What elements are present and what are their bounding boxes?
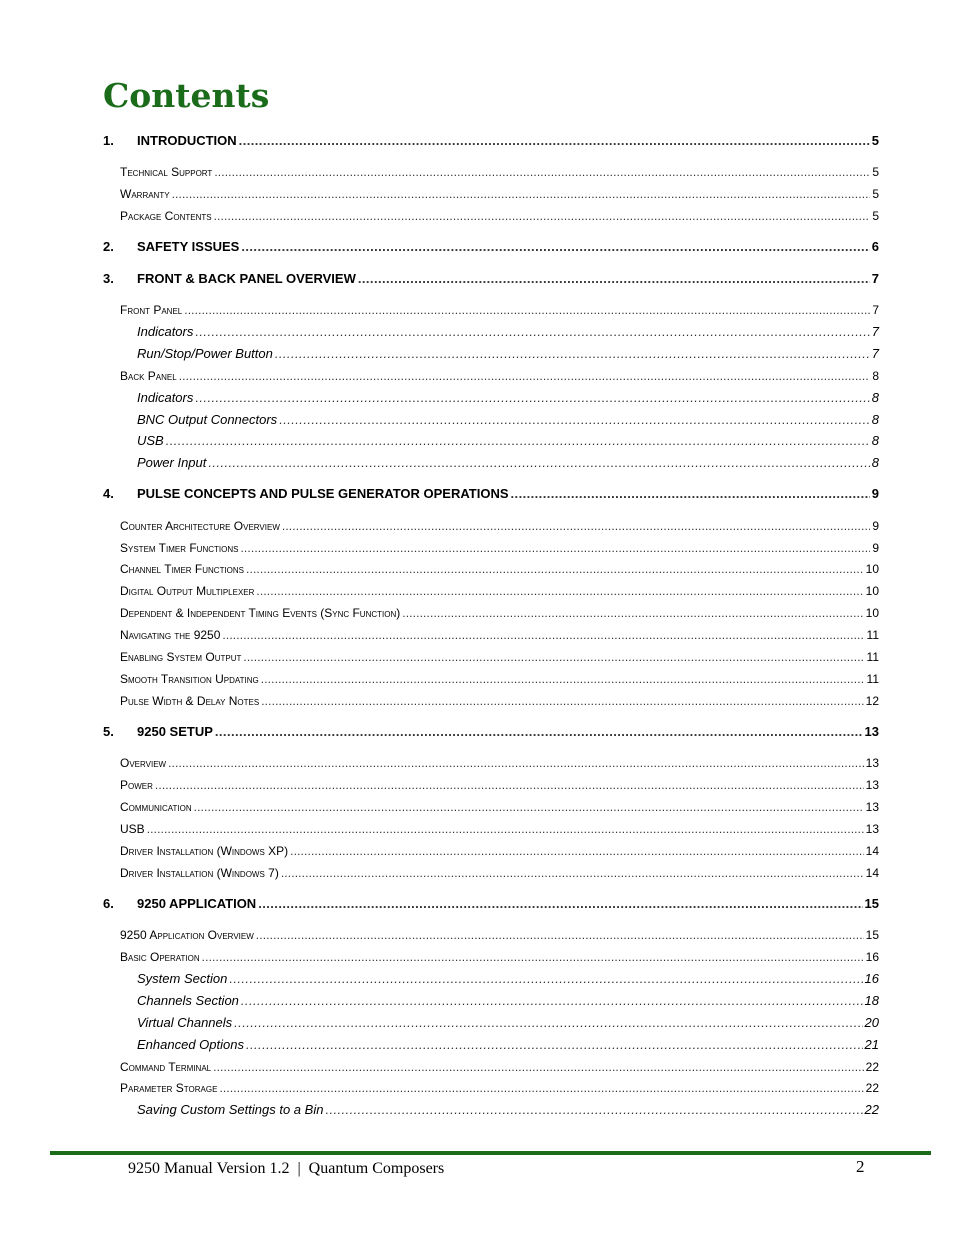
toc-entry[interactable] — [103, 345, 879, 363]
footer-rule — [50, 1151, 931, 1155]
toc-entry[interactable] — [103, 798, 879, 816]
toc-entry-page: 8 — [871, 412, 879, 427]
toc-entry-page: 22 — [865, 1060, 879, 1074]
toc-entry[interactable] — [103, 485, 879, 503]
toc-dot-leader — [256, 582, 863, 600]
toc-dot-leader — [194, 798, 864, 816]
toc-entry-label: Back Panel — [120, 369, 177, 383]
toc-entry-label: Smooth Transition Updating — [120, 672, 259, 686]
toc-entry-label: Basic Operation — [120, 950, 200, 964]
toc-entry-number: 3. — [103, 271, 114, 286]
toc-entry-label: Run/Stop/Power Button — [137, 346, 273, 361]
toc-dot-leader — [168, 754, 864, 772]
toc-entry-page: 13 — [865, 778, 879, 792]
toc-entry-page: 16 — [864, 971, 879, 986]
toc-entry-page: 15 — [865, 928, 879, 942]
toc-entry[interactable] — [103, 723, 879, 741]
toc-entry-label: 9250 SETUP — [137, 724, 213, 739]
toc-entry[interactable] — [103, 454, 879, 472]
toc-entry-label: USB — [120, 822, 145, 836]
toc-entry-label: Saving Custom Settings to a Bin — [137, 1102, 324, 1117]
toc-entry-label: Enabling System Output — [120, 650, 242, 664]
toc-dot-leader — [402, 604, 863, 622]
toc-entry-number: 4. — [103, 486, 114, 501]
toc-entry-label: Overview — [120, 756, 167, 770]
toc-entry[interactable] — [103, 1058, 879, 1076]
page-number: 2 — [856, 1157, 865, 1176]
toc-entry[interactable] — [103, 648, 879, 666]
toc-entry[interactable] — [103, 185, 879, 203]
toc-entry[interactable] — [103, 1014, 879, 1032]
toc-entry-page: 7 — [871, 346, 879, 361]
toc-entry-page: 18 — [864, 993, 879, 1008]
toc-entry-label: Command Terminal — [120, 1060, 212, 1074]
toc-entry-page: 9 — [872, 541, 879, 555]
toc-entry-number: 5. — [103, 724, 114, 739]
toc-dot-leader — [261, 670, 865, 688]
toc-entry[interactable] — [103, 582, 879, 600]
toc-entry-label: USB — [137, 433, 164, 448]
toc-entry-page: 16 — [865, 950, 879, 964]
toc-entry-page: 15 — [864, 896, 879, 911]
footer-text: 9250 Manual Version 1.2 | Quantum Composers — [128, 1160, 445, 1177]
toc-entry-label: Communication — [120, 800, 192, 814]
toc-entry-page: 12 — [865, 694, 879, 708]
toc-entry-label: Driver Installation (Windows XP) — [120, 844, 289, 858]
toc-entry-page: 22 — [864, 1102, 879, 1117]
toc-entry-page: 11 — [866, 672, 879, 686]
toc-entry-label: Navigating the 9250 — [120, 628, 221, 642]
toc-entry[interactable] — [103, 132, 879, 150]
toc-entry[interactable] — [103, 367, 879, 385]
toc-entry-label: Technical Support — [120, 165, 213, 179]
toc-entry-page: 8 — [871, 433, 879, 448]
toc-entry-page: 11 — [866, 628, 879, 642]
toc-dot-leader — [258, 895, 862, 913]
toc-entry[interactable] — [103, 820, 879, 838]
toc-dot-leader — [281, 864, 864, 882]
toc-entry-label: 9250 Application Overview — [120, 928, 254, 942]
toc-entry[interactable] — [103, 864, 879, 882]
toc-entry-page: 20 — [864, 1015, 879, 1030]
toc-dot-leader — [184, 301, 870, 319]
toc-entry[interactable] — [103, 926, 879, 944]
toc-entry-page: 10 — [865, 606, 879, 620]
toc-dot-leader — [241, 238, 869, 256]
toc-entry[interactable] — [103, 970, 879, 988]
toc-entry[interactable] — [103, 842, 879, 860]
toc-entry-page: 8 — [872, 369, 879, 383]
toc-entry-label: Counter Architecture Overview — [120, 519, 280, 533]
toc-entry[interactable] — [103, 626, 879, 644]
toc-dot-leader — [172, 185, 871, 203]
toc-entry-page: 5 — [872, 165, 879, 179]
toc-entry-page: 13 — [865, 756, 879, 770]
toc-dot-leader — [229, 970, 862, 988]
toc-dot-leader — [214, 207, 871, 225]
toc-dot-leader — [179, 367, 871, 385]
toc-dot-leader — [234, 1014, 862, 1032]
toc-entry-label: System Section — [137, 971, 228, 986]
toc-dot-leader — [240, 539, 870, 557]
toc-entry-label: Virtual Channels — [137, 1015, 233, 1030]
toc-entry-page: 9 — [871, 486, 879, 501]
toc-entry-page: 5 — [872, 209, 879, 223]
toc-entry[interactable] — [103, 270, 879, 288]
toc-dot-leader — [195, 389, 869, 407]
toc-entry[interactable] — [103, 411, 879, 429]
toc-dot-leader — [213, 1058, 864, 1076]
toc-entry-page: 21 — [864, 1037, 879, 1052]
toc-entry-page: 7 — [871, 324, 879, 339]
toc-entry[interactable] — [103, 692, 879, 710]
toc-entry-page: 14 — [865, 844, 879, 858]
toc-entry-label: 9250 APPLICATION — [137, 896, 257, 911]
toc-entry-label: Power — [120, 778, 153, 792]
toc-entry[interactable] — [103, 539, 879, 557]
toc-entry[interactable] — [103, 604, 879, 622]
toc-entry-label: Parameter Storage — [120, 1081, 218, 1095]
toc-entry-label: FRONT & BACK PANEL OVERVIEW — [137, 271, 356, 286]
toc-entry[interactable] — [103, 1079, 879, 1097]
toc-entry-page: 7 — [872, 303, 879, 317]
toc-entry[interactable] — [103, 238, 879, 256]
toc-entry-page: 6 — [871, 239, 879, 254]
toc-entry-page: 14 — [865, 866, 879, 880]
toc-dot-leader — [261, 692, 863, 710]
toc-dot-leader — [246, 1036, 863, 1054]
toc-dot-leader — [222, 626, 864, 644]
toc-entry-page: 13 — [865, 800, 879, 814]
toc-dot-leader — [511, 485, 870, 503]
toc-entry-page: 5 — [872, 187, 879, 201]
toc-entry-page: 10 — [865, 562, 879, 576]
toc-dot-leader — [243, 648, 864, 666]
toc-entry[interactable] — [103, 1036, 879, 1054]
toc-dot-leader — [214, 163, 870, 181]
toc-entry-label: Dependent & Independent Timing Events (Sync Function) — [120, 606, 401, 620]
toc-entry-label: Digital Output Multiplexer — [120, 584, 255, 598]
toc-entry[interactable] — [103, 754, 879, 772]
toc-dot-leader — [241, 992, 863, 1010]
toc-entry-page: 5 — [871, 133, 879, 148]
toc-entry-label: BNC Output Connectors — [137, 412, 278, 427]
toc-entry-label: Front Panel — [120, 303, 183, 317]
toc-entry[interactable] — [103, 323, 879, 341]
toc-entry-label: Channels Section — [137, 993, 239, 1008]
toc-entry[interactable] — [103, 560, 879, 578]
toc-entry[interactable] — [103, 163, 879, 181]
toc-entry-label: Indicators — [137, 390, 194, 405]
toc-entry-label: Warranty — [120, 187, 170, 201]
toc-dot-leader — [325, 1101, 862, 1119]
toc-entry[interactable] — [103, 301, 879, 319]
toc-dot-leader — [219, 1079, 863, 1097]
toc-dot-leader — [275, 345, 870, 363]
toc-dot-leader — [208, 454, 869, 472]
toc-entry-label: Package Contents — [120, 209, 212, 223]
toc-entry-page: 7 — [871, 271, 879, 286]
toc-dot-leader — [147, 820, 864, 838]
toc-dot-leader — [358, 270, 870, 288]
toc-entry-label: Pulse Width & Delay Notes — [120, 694, 260, 708]
toc-entry[interactable] — [103, 895, 879, 913]
toc-entry[interactable] — [103, 948, 879, 966]
toc-entry-label: INTRODUCTION — [137, 133, 237, 148]
toc-entry-label: SAFETY ISSUES — [137, 239, 240, 254]
toc-dot-leader — [279, 411, 870, 429]
toc-entry[interactable] — [103, 389, 879, 407]
toc-dot-leader — [246, 560, 864, 578]
toc-entry-page: 9 — [872, 519, 879, 533]
toc-entry-page: 11 — [866, 650, 879, 664]
toc-entry-page: 8 — [871, 455, 879, 470]
toc-dot-leader — [166, 432, 870, 450]
toc-entry-page: 13 — [865, 822, 879, 836]
toc-entry-page: 22 — [865, 1081, 879, 1095]
toc-dot-leader — [195, 323, 869, 341]
toc-entry[interactable] — [103, 992, 879, 1010]
toc-entry-label: Enhanced Options — [137, 1037, 244, 1052]
toc-entry-label: Channel Timer Functions — [120, 562, 245, 576]
toc-dot-leader — [290, 842, 863, 860]
page-title: Contents — [103, 76, 270, 115]
toc-dot-leader — [155, 776, 864, 794]
toc-entry-label: Driver Installation (Windows 7) — [120, 866, 279, 880]
toc-dot-leader — [282, 517, 870, 535]
toc-entry-label: System Timer Functions — [120, 541, 239, 555]
toc-dot-leader — [215, 723, 863, 741]
toc-entry[interactable] — [103, 517, 879, 535]
toc-entry-number: 1. — [103, 133, 114, 148]
toc-dot-leader — [202, 948, 864, 966]
toc-entry[interactable] — [103, 670, 879, 688]
toc-entry-page: 13 — [864, 724, 879, 739]
toc-entry-label: PULSE CONCEPTS AND PULSE GENERATOR OPERATIONS — [137, 486, 509, 501]
toc-entry[interactable] — [103, 207, 879, 225]
toc-entry-label: Indicators — [137, 324, 194, 339]
toc-entry-page: 10 — [865, 584, 879, 598]
toc-entry[interactable] — [103, 1101, 879, 1119]
toc-entry-page: 8 — [871, 390, 879, 405]
toc-entry-number: 2. — [103, 239, 114, 254]
toc-entry[interactable] — [103, 776, 879, 794]
toc-dot-leader — [256, 926, 864, 944]
toc-dot-leader — [239, 132, 870, 150]
toc-entry-label: Power Input — [137, 455, 207, 470]
toc-entry[interactable] — [103, 432, 879, 450]
toc-entry-number: 6. — [103, 896, 114, 911]
